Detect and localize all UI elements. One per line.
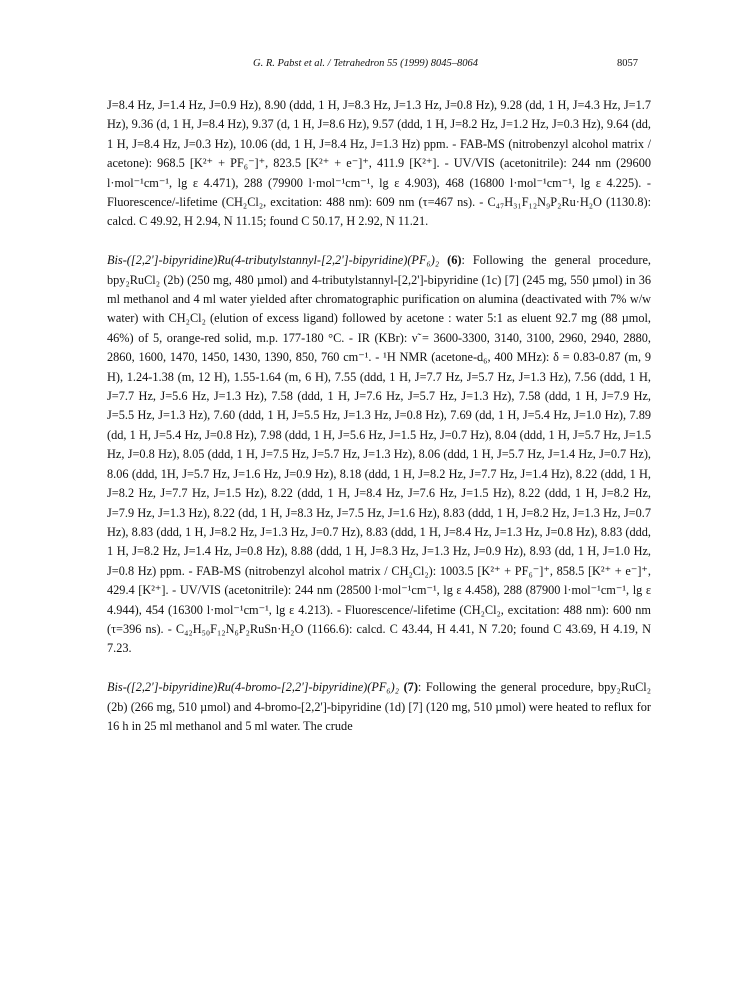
paragraph-text: J=8.4 Hz, J=1.4 Hz, J=0.9 Hz), 8.90 (ddd, 1 H, J=8.3 Hz, J=1.3 Hz, J=0.8 Hz), 9.28 (dd, 1 H, J=4.3 Hz, J=1.7 Hz), 9.36 (d, 1 H, J=8.4 Hz), 9.37 (d, 1 H, J=8.6 Hz), 9.57 (ddd, 1 H, J=8.2 Hz, J=1.2 Hz, J=0.3 Hz), 9.64 (dd, 1 H, J=8.4 Hz, J=0.3 Hz), 10.06 (dd, 1 H, J=8.4 Hz, J=1.3 Hz) ppm. - FAB-MS (nitrobenzyl alcohol matrix / acetone): 968.5 [K²⁺ + PF₆⁻]⁺, 823.5 [K²⁺ + e⁻]⁺, 411.9 [K²⁺]. - UV/VIS (acetonitrile): 244 nm (29600 l·mol⁻¹cm⁻¹, lg ε 4.471), 288 (79900 l·mol⁻¹cm⁻¹, lg ε 4.903), 468 (16800 l·mol⁻¹cm⁻¹, lg ε 4.225). - Fluorescence/-lifetime (CH₂Cl₂, excitation: 488 nm): 609 nm (τ=467 ns). - C₄₇H₃₁F₁₂N₉P₂Ru·H₂O (1130.8): calcd. C 49.92, H 2.94, N 11.15; found C 50.17, H 2.92, N 11.21. bbox=[107, 98, 651, 229]
body-text bbox=[107, 96, 651, 756]
paragraph-continued bbox=[107, 96, 651, 232]
running-title: G. R. Pabst et al. / Tetrahedron 55 (1999) 8045–8064 bbox=[253, 58, 478, 69]
paragraph-text: : Following the general procedure, bpy₂RuCl₂ (2b) (266 mg, 510 µmol) and 4-bromo-[2,2']-bipyridine (1d) [7] (120 mg, 510 µmol) were heated to reflux for 16 h in 25 ml methanol and 5 ml water. The crude bbox=[107, 680, 652, 733]
compound-title: Bis-([2,2']-bipyridine)Ru(4-bromo-[2,2']-bipyridine)(PF₆)₂ bbox=[107, 680, 400, 695]
compound-title: Bis-([2,2']-bipyridine)Ru(4-tributylstannyl-[2,2']-bipyridine)(PF₆)₂ bbox=[107, 253, 440, 268]
compound-label: (7) bbox=[403, 680, 418, 695]
paragraph-text: : Following the general procedure, bpy₂RuCl₂ (2b) (250 mg, 480 µmol) and 4-tributylstannyl-[2,2']-bipyridine (1c) [7] (245 mg, 550 µmol) in 36 ml methanol and 4 ml water yielded after chromatographic purification on alumina (deactivated with 7% w/w water) with CH₂Cl₂ (elution of excess ligand) followed by acetone : water 5:1 as eluent 92.7 mg (88 µmol, 46%) of 5, orange-red solid, m.p. 177-180 °C. - IR (KBr): ν̃ = 3600-3300, 3140, 3100, 2960, 2940, 2880, 2860, 1600, 1470, 1450, 1430, 1390, 850, 760 cm⁻¹. - ¹H NMR (acetone-d₆, 400 MHz): δ = 0.83-0.87 (m, 9 H), 1.24-1.38 (m, 12 H), 1.55-1.64 (m, 6 H), 7.55 (ddd, 1 H, J=7.7 Hz, J=5.7 Hz, J=1.3 Hz), 7.56 (ddd, 1 H, J=7.7 Hz, J=5.6 Hz, J=1.3 Hz), 7.58 (ddd, 1 H, J=7.6 Hz, J=5.7 Hz, J=1.3 Hz), 7.58 (ddd, 1 H, J=7.9 Hz, J=5.5 Hz, J=1.3 Hz), 7.60 (ddd, 1 H, J=5.5 Hz, J=1.3 Hz, J=0.8 Hz), 7.69 (dd, 1 H, J=5.4 Hz, J=1.0 Hz), 7.89 (dd, 1 H, J=5.4 Hz, J=0.8 Hz), 7.98 (ddd, 1 H, J=5.6 Hz, J=1.5 Hz, J=0.7 Hz), 8.04 (ddd, 1 H, J=5.7 Hz, J=1.5 Hz, J=0.8 Hz), 8.05 (ddd, 1 H, J=7.5 Hz, J=5.7 Hz, J=1.3 Hz), 8.06 (ddd, 1 H, J=5.7 Hz, J=1.4 Hz, J=0.7 Hz), 8.06 (ddd, 1H, J=5.7 Hz, J=1.6 Hz, J=0.9 Hz), 8.18 (ddd, 1 H, J=8.2 Hz, J=7.7 Hz, J=1.4 Hz), 8.22 (ddd, 1 H, J=8.2 Hz, J=7.7 Hz, J=1.5 Hz), 8.22 (ddd, 1 H, J=8.4 Hz, J=7.6 Hz, J=1.5 Hz), 8.22 (ddd, 1 H, J=8.2 Hz, J=7.9 Hz, J=1.3 Hz), 8.22 (dd, 1 H, J=8.3 Hz, J=7.5 Hz, J=1.6 Hz), 8.83 (ddd, 1 H, J=8.2 Hz, J=1.3 Hz, J=0.7 Hz), 8.83 (ddd, 1 H, J=8.2 Hz, J=1.3 Hz, J=0.7 Hz), 8.83 (ddd, 1 H, J=8.4 Hz, J=1.3 Hz, J=0.8 Hz), 8.83 (ddd, 1 H, J=8.2 Hz, J=1.4 Hz, J=0.8 Hz), 8.88 (ddd, 1 H, J=8.3 Hz, J=1.3 Hz, J=0.9 Hz), 8.93 (dd, 1 H, J=1.0 Hz, J=0.8 Hz) ppm. - FAB-MS (nitrobenzyl alcohol matrix / CH₂Cl₂): 1003.5 [K²⁺ + PF₆⁻]⁺, 858.5 [K²⁺ + e⁻]⁺, 429.4 [K²⁺]. - UV/VIS (acetonitrile): 244 nm (28500 l·mol⁻¹cm⁻¹, lg ε 4.458), 288 (87900 l·mol⁻¹cm⁻¹, lg ε 4.944), 454 (16300 l·mol⁻¹cm⁻¹, lg ε 4.213). - Fluorescence/-lifetime (CH₂Cl₂, excitation: 488 nm): 600 nm (τ=396 ns). - C₄₂H₅₀F₁₂N₆P₂RuSn·H₂O (1166.6): calcd. C 43.44, H 4.41, N 7.20; found C 43.69, H 4.19, N 7.23. bbox=[107, 253, 651, 656]
page-number: 8057 bbox=[617, 58, 638, 69]
compound-label: (6) bbox=[447, 253, 462, 268]
paragraph-compound-6 bbox=[107, 251, 651, 659]
paragraph-compound-7 bbox=[107, 678, 651, 736]
